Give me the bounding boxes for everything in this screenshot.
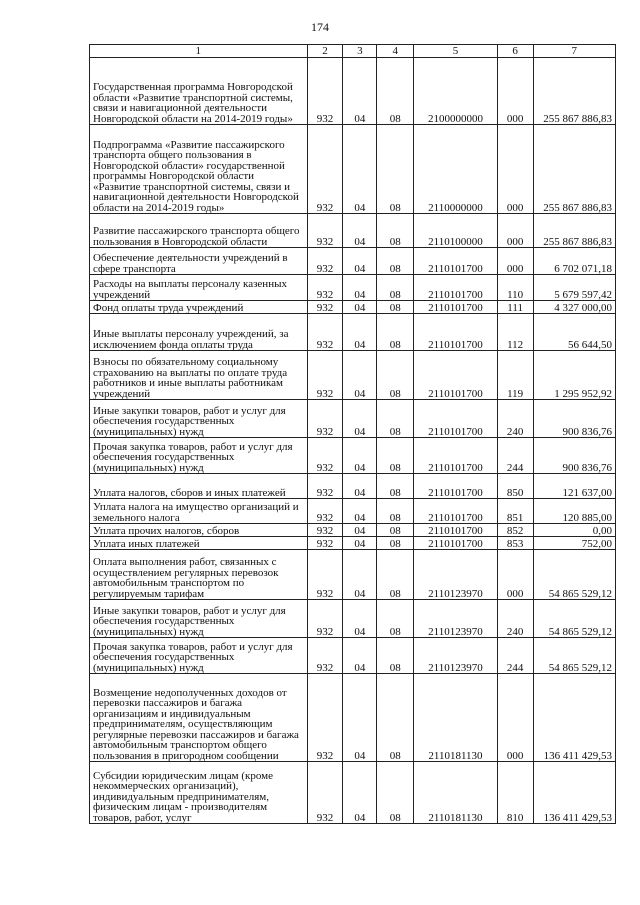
row-col-6: 000 (497, 125, 533, 214)
row-name: Обеспечение деятельности учреждений в сфере транспорта (90, 248, 308, 275)
row-col-6: 111 (497, 301, 533, 314)
budget-table (89, 44, 616, 824)
row-amount: 255 867 886,83 (533, 214, 615, 248)
row-name: Уплата иных платежей (90, 537, 308, 550)
row-col-4: 08 (377, 58, 414, 125)
row-name: Прочая закупка товаров, работ и услуг для обеспечения государственных (муниципальных) нужд (90, 438, 308, 474)
row-col-2: 932 (307, 214, 343, 248)
row-col-6: 852 (497, 524, 533, 537)
row-col-6: 244 (497, 638, 533, 674)
row-name: Расходы на выплаты персоналу казенных учреждений (90, 275, 308, 301)
row-col-2: 932 (307, 248, 343, 275)
row-col-5: 2110101700 (414, 524, 497, 537)
column-header-6: 6 (497, 45, 533, 58)
row-col-4: 08 (377, 214, 414, 248)
row-col-5: 2110101700 (414, 301, 497, 314)
row-col-2: 932 (307, 537, 343, 550)
row-col-4: 08 (377, 275, 414, 301)
row-name: Развитие пассажирского транспорта общего пользования в Новгородской области (90, 214, 308, 248)
row-name: Подпрограмма «Развитие пассажирского транспорта общего пользования в Новгородской области» государственной программы Новгородской области «Развитие транспортной системы, связи и навигационной деятельности Новгородской области на 2014-2019 годы» (90, 125, 308, 214)
row-col-5: 2110123970 (414, 600, 497, 638)
row-amount: 54 865 529,12 (533, 638, 615, 674)
row-name: Возмещение недополученных доходов от перевозки пассажиров и багажа организациям и индивидуальным предпринимателям, осуществляющим регулярные перевозки пассажиров и багажа автомобильным транспортом общего пользования в пригородном сообщении (90, 674, 308, 762)
row-col-4: 08 (377, 550, 414, 600)
row-col-2: 932 (307, 524, 343, 537)
table-row (90, 248, 616, 275)
row-col-3: 04 (343, 314, 377, 351)
table-row (90, 550, 616, 600)
row-col-5: 2110123970 (414, 550, 497, 600)
row-amount: 1 295 952,92 (533, 351, 615, 400)
row-col-3: 04 (343, 674, 377, 762)
row-name: Оплата выполнения работ, связанных с осуществлением регулярных перевозок автомобильным транспортом по регулируемым тарифам (90, 550, 308, 600)
row-name: Иные выплаты персоналу учреждений, за исключением фонда оплаты труда (90, 314, 308, 351)
row-name: Прочая закупка товаров, работ и услуг для обеспечения государственных (муниципальных) нужд (90, 638, 308, 674)
row-name: Уплата прочих налогов, сборов (90, 524, 308, 537)
table-row (90, 400, 616, 438)
row-col-4: 08 (377, 638, 414, 674)
row-col-6: 110 (497, 275, 533, 301)
row-col-5: 2110101700 (414, 400, 497, 438)
row-col-6: 119 (497, 351, 533, 400)
row-col-2: 932 (307, 351, 343, 400)
table-row (90, 600, 616, 638)
row-col-5: 2110101700 (414, 351, 497, 400)
row-col-6: 851 (497, 499, 533, 524)
row-col-6: 810 (497, 762, 533, 824)
row-col-3: 04 (343, 537, 377, 550)
row-amount: 6 702 071,18 (533, 248, 615, 275)
row-col-5: 2110101700 (414, 314, 497, 351)
row-col-6: 244 (497, 438, 533, 474)
column-header-1: 1 (90, 45, 308, 58)
row-col-2: 932 (307, 674, 343, 762)
row-col-4: 08 (377, 600, 414, 638)
table-row (90, 58, 616, 125)
row-amount: 900 836,76 (533, 400, 615, 438)
row-col-3: 04 (343, 400, 377, 438)
row-col-3: 04 (343, 524, 377, 537)
table-row (90, 524, 616, 537)
table-row (90, 438, 616, 474)
table-row (90, 537, 616, 550)
row-amount: 120 885,00 (533, 499, 615, 524)
row-name: Иные закупки товаров, работ и услуг для обеспечения государственных (муниципальных) нужд (90, 600, 308, 638)
row-col-3: 04 (343, 248, 377, 275)
row-col-6: 853 (497, 537, 533, 550)
row-col-2: 932 (307, 600, 343, 638)
row-col-6: 240 (497, 600, 533, 638)
row-col-4: 08 (377, 314, 414, 351)
table-row (90, 351, 616, 400)
row-name: Субсидии юридическим лицам (кроме некоммерческих организаций), индивидуальным предпринимателям, физическим лицам - производителям товаров, работ, услуг (90, 762, 308, 824)
row-col-4: 08 (377, 524, 414, 537)
row-col-6: 000 (497, 674, 533, 762)
row-col-2: 932 (307, 400, 343, 438)
row-col-2: 932 (307, 125, 343, 214)
row-col-5: 2110100000 (414, 214, 497, 248)
row-col-5: 2110123970 (414, 638, 497, 674)
table-row (90, 301, 616, 314)
row-name: Взносы по обязательному социальному страхованию на выплаты по оплате труда работников и иные выплаты работникам учреждений (90, 351, 308, 400)
row-col-5: 2110000000 (414, 125, 497, 214)
row-col-5: 2110181130 (414, 674, 497, 762)
row-name: Уплата налогов, сборов и иных платежей (90, 474, 308, 499)
row-col-2: 932 (307, 638, 343, 674)
row-amount: 5 679 597,42 (533, 275, 615, 301)
row-amount: 900 836,76 (533, 438, 615, 474)
row-col-2: 932 (307, 275, 343, 301)
table-row (90, 474, 616, 499)
row-col-2: 932 (307, 550, 343, 600)
row-col-6: 000 (497, 550, 533, 600)
row-col-4: 08 (377, 499, 414, 524)
row-col-2: 932 (307, 438, 343, 474)
row-col-3: 04 (343, 301, 377, 314)
row-col-5: 2110181130 (414, 762, 497, 824)
column-header-5: 5 (414, 45, 497, 58)
column-header-3: 3 (343, 45, 377, 58)
row-col-3: 04 (343, 638, 377, 674)
row-col-4: 08 (377, 438, 414, 474)
row-col-3: 04 (343, 550, 377, 600)
row-col-5: 2110101700 (414, 537, 497, 550)
row-amount: 255 867 886,83 (533, 125, 615, 214)
row-amount: 121 637,00 (533, 474, 615, 499)
row-col-2: 932 (307, 58, 343, 125)
column-header-2: 2 (307, 45, 343, 58)
row-col-4: 08 (377, 537, 414, 550)
row-col-5: 2110101700 (414, 474, 497, 499)
row-amount: 0,00 (533, 524, 615, 537)
row-col-4: 08 (377, 301, 414, 314)
row-col-3: 04 (343, 275, 377, 301)
row-col-4: 08 (377, 351, 414, 400)
row-col-3: 04 (343, 58, 377, 125)
row-col-6: 240 (497, 400, 533, 438)
row-name: Уплата налога на имущество организаций и земельного налога (90, 499, 308, 524)
row-amount: 752,00 (533, 537, 615, 550)
table-row (90, 638, 616, 674)
row-col-6: 850 (497, 474, 533, 499)
row-col-3: 04 (343, 474, 377, 499)
row-col-5: 2110101700 (414, 438, 497, 474)
row-col-3: 04 (343, 438, 377, 474)
row-col-5: 2100000000 (414, 58, 497, 125)
table-row (90, 674, 616, 762)
table-row (90, 499, 616, 524)
page-number: 174 (311, 20, 329, 34)
row-amount: 136 411 429,53 (533, 674, 615, 762)
row-amount: 56 644,50 (533, 314, 615, 351)
row-col-5: 2110101700 (414, 248, 497, 275)
table-row (90, 214, 616, 248)
row-col-6: 000 (497, 214, 533, 248)
table-row (90, 762, 616, 824)
row-amount: 255 867 886,83 (533, 58, 615, 125)
row-col-3: 04 (343, 762, 377, 824)
row-col-2: 932 (307, 474, 343, 499)
row-col-3: 04 (343, 351, 377, 400)
row-col-4: 08 (377, 400, 414, 438)
row-col-3: 04 (343, 214, 377, 248)
row-amount: 54 865 529,12 (533, 550, 615, 600)
row-name: Фонд оплаты труда учреждений (90, 301, 308, 314)
row-col-3: 04 (343, 125, 377, 214)
row-name: Государственная программа Новгородской области «Развитие транспортной системы, связи и навигационной деятельности Новгородской области на 2014-2019 годы» (90, 58, 308, 125)
row-col-4: 08 (377, 125, 414, 214)
row-col-2: 932 (307, 301, 343, 314)
table-row (90, 125, 616, 214)
row-col-2: 932 (307, 314, 343, 351)
table-row (90, 314, 616, 351)
row-col-3: 04 (343, 499, 377, 524)
row-col-2: 932 (307, 499, 343, 524)
row-col-6: 000 (497, 248, 533, 275)
row-col-5: 2110101700 (414, 275, 497, 301)
row-amount: 136 411 429,53 (533, 762, 615, 824)
row-col-2: 932 (307, 762, 343, 824)
row-col-4: 08 (377, 674, 414, 762)
row-col-4: 08 (377, 474, 414, 499)
column-header-7: 7 (533, 45, 615, 58)
row-col-3: 04 (343, 600, 377, 638)
column-header-4: 4 (377, 45, 414, 58)
row-col-4: 08 (377, 248, 414, 275)
row-col-6: 112 (497, 314, 533, 351)
row-amount: 54 865 529,12 (533, 600, 615, 638)
row-amount: 4 327 000,00 (533, 301, 615, 314)
row-col-5: 2110101700 (414, 499, 497, 524)
table-header-row (90, 45, 616, 58)
row-col-6: 000 (497, 58, 533, 125)
row-col-4: 08 (377, 762, 414, 824)
table-row (90, 275, 616, 301)
row-name: Иные закупки товаров, работ и услуг для обеспечения государственных (муниципальных) нужд (90, 400, 308, 438)
